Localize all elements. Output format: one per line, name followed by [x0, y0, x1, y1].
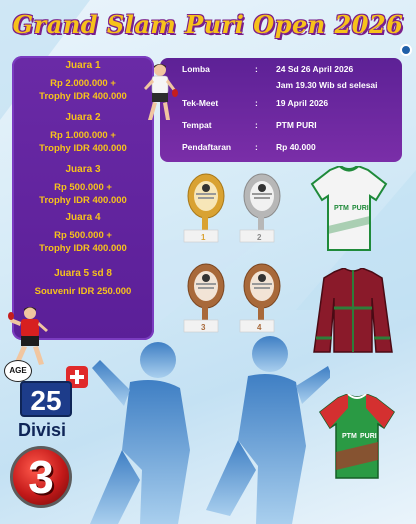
colon: : [255, 98, 258, 108]
prize-juara-5-8 [12, 268, 154, 298]
trophy-gold [176, 166, 232, 250]
tekmeet-value: 19 April 2026 [276, 98, 329, 108]
division-count-badge: 3 [10, 446, 72, 508]
jersey-green [318, 394, 396, 480]
lomba-time: Jam 19.30 Wib sd selesai [276, 80, 378, 90]
trophy-silver [232, 166, 288, 250]
svg-text:PURI: PURI [352, 205, 369, 212]
colon: : [255, 120, 258, 130]
prize-line: Trophy IDR 400.000 [39, 243, 127, 254]
logo-icon [400, 44, 412, 56]
prize-line: Trophy IDR 400.000 [39, 91, 127, 102]
prize-line: Souvenir IDR 250.000 [34, 286, 132, 297]
prize-line: Rp 2.000.000 + [50, 78, 116, 89]
prize-rank: Juara 1 [65, 60, 101, 71]
player-illustration [140, 62, 178, 124]
prize-line: Rp 1.000.000 + [50, 130, 116, 141]
prize-juara-4 [12, 212, 154, 255]
player-illustration [8, 304, 52, 368]
colon: : [255, 64, 258, 74]
colon: : [255, 142, 258, 152]
prize-juara-3 [12, 164, 154, 207]
svg-text:1: 1 [201, 233, 206, 242]
prize-panel [12, 56, 154, 340]
divisi-label: Divisi [18, 420, 67, 440]
prize-juara-1 [12, 60, 154, 103]
pendaftaran-value: Rp 40.000 [276, 142, 316, 152]
player-silhouettes [70, 330, 330, 524]
tekmeet-label: Tek-Meet [182, 98, 219, 108]
jacket-maroon [312, 268, 394, 354]
prize-rank: Juara 3 [65, 164, 101, 175]
prize-juara-2 [12, 112, 154, 155]
prize-line: Rp 500.000 + [54, 182, 112, 193]
prize-line: Rp 500.000 + [54, 230, 112, 241]
svg-text:PTM: PTM [342, 433, 357, 440]
trophy-bronze [232, 256, 288, 340]
prize-rank: Juara 5 sd 8 [54, 268, 112, 279]
lomba-value: 24 Sd 26 April 2026 [276, 64, 354, 74]
tempat-label: Tempat [182, 120, 212, 130]
svg-text:2: 2 [257, 233, 262, 242]
jersey-white [310, 166, 388, 252]
trophy-bronze [176, 256, 232, 340]
prize-line: Trophy IDR 400.000 [39, 143, 127, 154]
pendaftaran-label: Pendaftaran [182, 142, 232, 152]
lomba-label: Lomba [182, 64, 210, 74]
age-number-badge: 25 [20, 381, 72, 417]
prize-line: Trophy IDR 400.000 [39, 195, 127, 206]
prize-rank: Juara 4 [65, 212, 101, 223]
svg-text:PTM: PTM [334, 205, 349, 212]
svg-text:4: 4 [257, 323, 262, 332]
poster-title: Grand Slam Puri Open 2026 [12, 10, 404, 39]
info-panel [160, 58, 402, 162]
svg-text:PURI: PURI [360, 433, 377, 440]
age-badge: AGE [4, 360, 32, 382]
svg-text:3: 3 [201, 323, 206, 332]
tempat-value: PTM PURI [276, 120, 317, 130]
prize-rank: Juara 2 [65, 112, 101, 123]
